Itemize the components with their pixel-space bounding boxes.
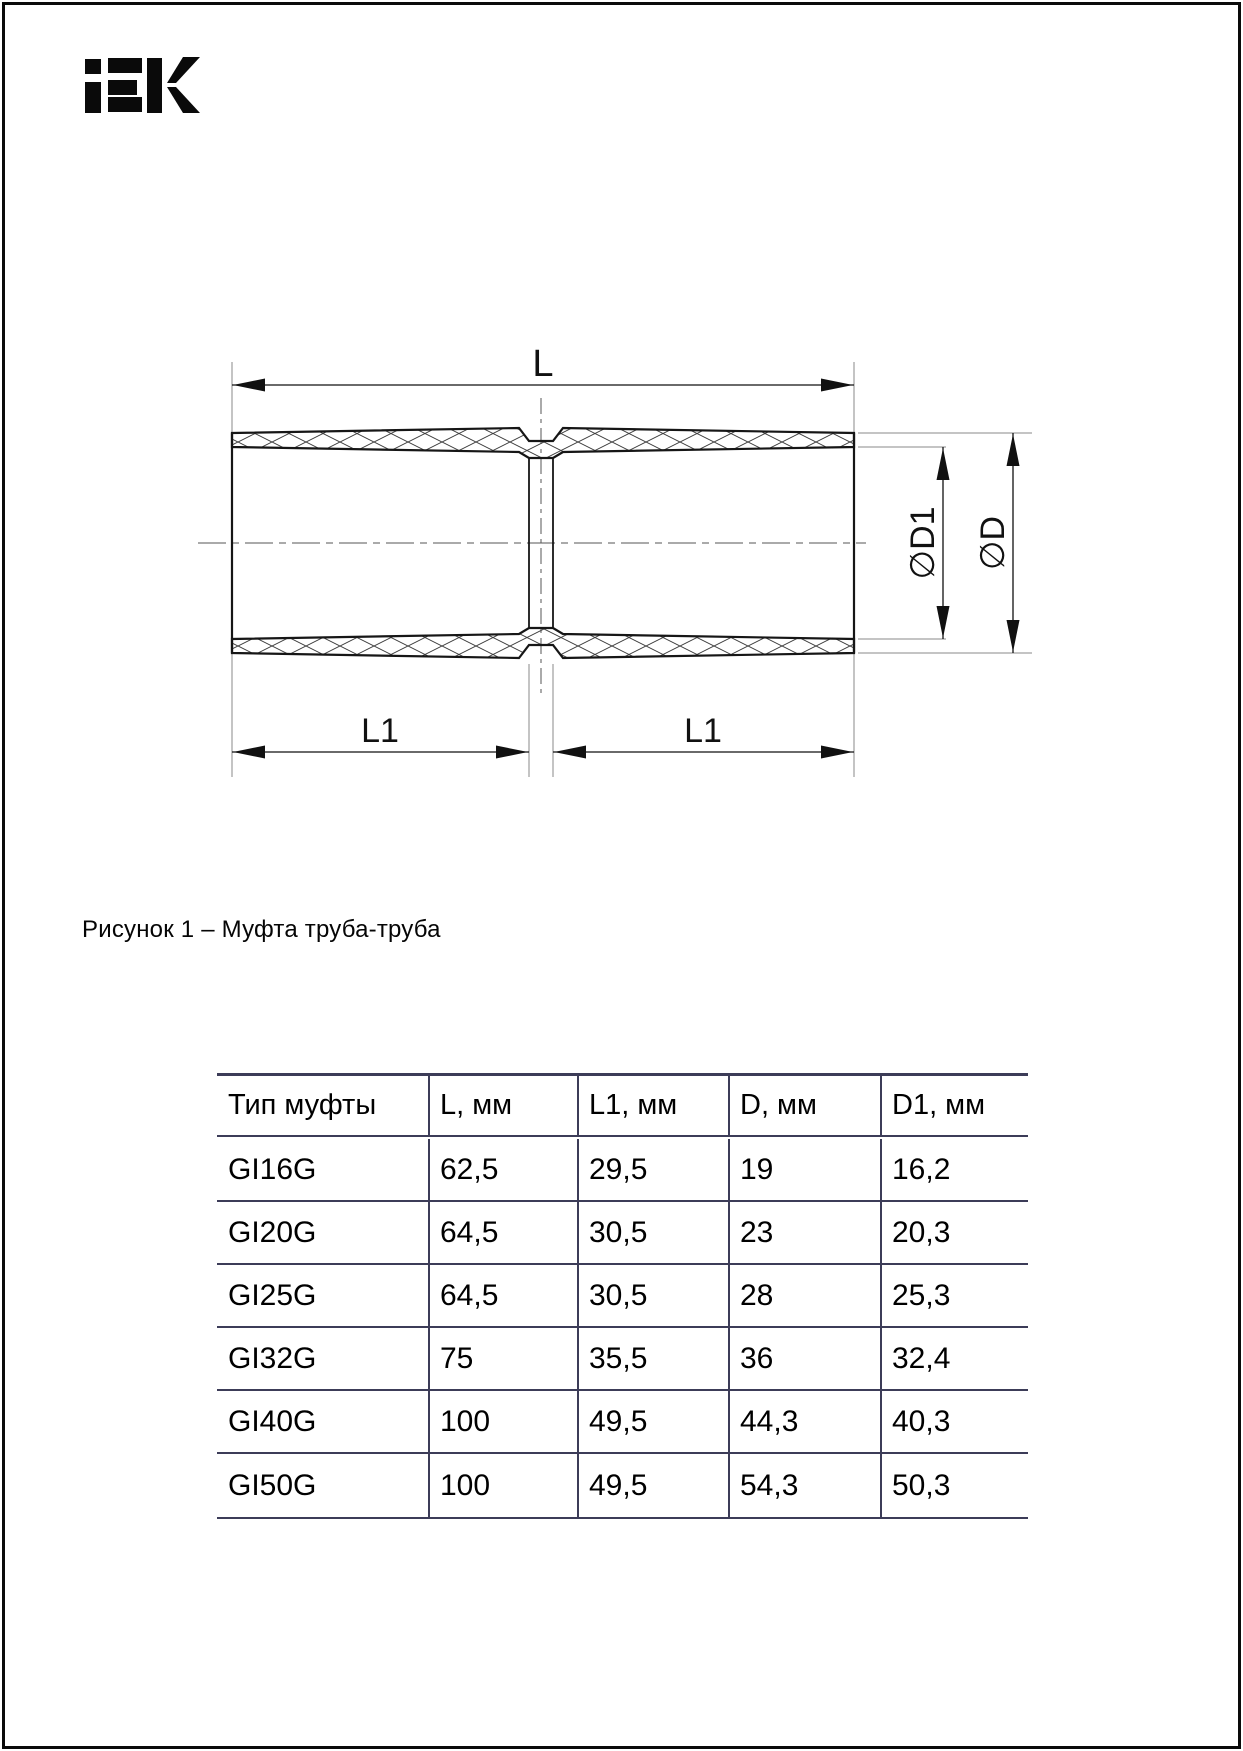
- dimension-label-L1-left: L1: [361, 712, 399, 750]
- dimension-L1-right: [553, 712, 854, 759]
- arrowhead-up: [937, 448, 950, 480]
- coupling-technical-drawing: [150, 270, 1080, 800]
- table-cell: GI25G: [217, 1265, 428, 1328]
- table-cell: 62,5: [428, 1139, 577, 1202]
- table-cell: 44,3: [728, 1391, 880, 1454]
- table-header-cell: L, мм: [428, 1076, 577, 1137]
- dimension-L: [232, 343, 854, 392]
- coupling-top-wall: [232, 428, 854, 458]
- arrowhead-up: [1007, 434, 1020, 466]
- table-cell: GI32G: [217, 1328, 428, 1391]
- dimension-L1-left: [232, 712, 529, 759]
- table-cell: GI50G: [228, 1468, 317, 1502]
- figure-caption: Рисунок 1 – Муфта труба-труба: [82, 916, 441, 943]
- arrowhead-right: [821, 379, 853, 392]
- coupling-dimensions-table: [217, 1073, 1028, 1519]
- table-cell: 54,3: [728, 1454, 880, 1517]
- dimension-label-D: ∅D: [974, 515, 1012, 571]
- table-cell: 50,3: [880, 1454, 1028, 1517]
- logo-k-stem: [147, 58, 162, 113]
- table-cell: 49,5: [577, 1454, 728, 1517]
- table-cell: GI20G: [217, 1202, 428, 1265]
- arrowhead-left: [233, 379, 265, 392]
- coupling-bottom-wall: [232, 628, 854, 658]
- table-cell: 20,3: [880, 1202, 1028, 1265]
- table-header-cell: Тип муфты: [217, 1076, 428, 1137]
- table-cell: 75: [428, 1328, 577, 1391]
- table-cell: GI16G: [217, 1139, 428, 1202]
- dimension-label-L: L: [532, 343, 554, 385]
- table-cell: 25,3: [880, 1265, 1028, 1328]
- table-header-cell: D, мм: [728, 1076, 880, 1137]
- table-cell: 49,5: [577, 1391, 728, 1454]
- table-cell: 30,5: [577, 1202, 728, 1265]
- logo-e-bar: [108, 58, 142, 73]
- dimension-label-L1-right: L1: [684, 712, 722, 750]
- table-cell: 64,5: [428, 1202, 577, 1265]
- logo-k-upper-arm: [167, 57, 200, 83]
- dimension-label-D1: ∅D1: [904, 506, 942, 580]
- arrowhead-right: [496, 746, 528, 759]
- table-cell: 100: [428, 1454, 577, 1517]
- table-header-cell: D1, мм: [880, 1076, 1028, 1137]
- brand-name: [0, 0, 1, 1]
- table-cell: 30,5: [577, 1265, 728, 1328]
- table-cell: 28: [728, 1265, 880, 1328]
- table-cell: 29,5: [577, 1139, 728, 1202]
- table-cell: 100: [428, 1391, 577, 1454]
- table-cell: 16,2: [880, 1139, 1028, 1202]
- arrowhead-down: [1007, 620, 1020, 652]
- table-cell: GI40G: [217, 1391, 428, 1454]
- logo-e-bar: [108, 97, 142, 112]
- table-cell: 35,5: [577, 1328, 728, 1391]
- arrowhead-right: [821, 746, 853, 759]
- logo-k-lower-arm: [167, 87, 200, 113]
- table-cell: 32,4: [880, 1328, 1028, 1391]
- table-header-cell: L1, мм: [577, 1076, 728, 1137]
- table-cell: 19: [728, 1139, 880, 1202]
- logo-e-bar: [108, 80, 137, 95]
- logo-i-stem: [85, 82, 101, 113]
- iek-logo: [85, 57, 201, 113]
- dimension-D1: [904, 447, 950, 639]
- table-cell: 23: [728, 1202, 880, 1265]
- arrowhead-left: [233, 746, 265, 759]
- dimension-D: [974, 433, 1020, 653]
- arrowhead-left: [554, 746, 586, 759]
- logo-i-dot: [85, 59, 101, 74]
- table-cell: 64,5: [428, 1265, 577, 1328]
- arrowhead-down: [937, 606, 950, 638]
- table-cell: 40,3: [880, 1391, 1028, 1454]
- table-cell: 36: [728, 1328, 880, 1391]
